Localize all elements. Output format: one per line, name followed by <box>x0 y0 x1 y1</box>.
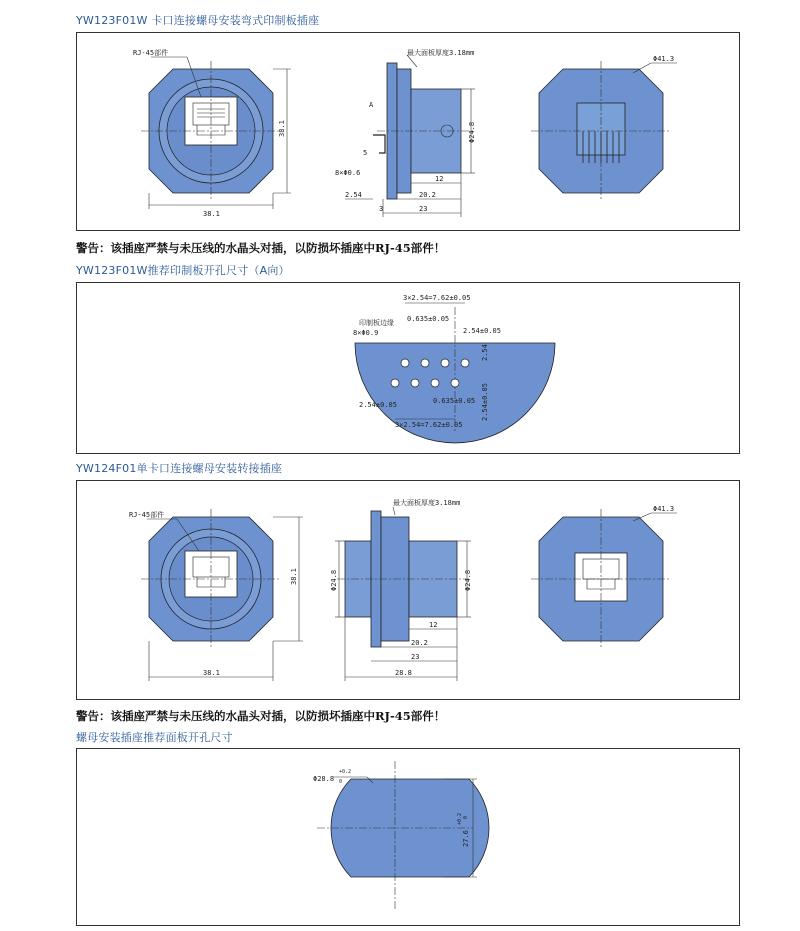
top-pitch-label: 3×2.54=7.62±0.05 <box>403 294 471 302</box>
dim-27-6: 27.6 <box>462 830 470 847</box>
pcb-edge-label: 印制板边缘 <box>359 319 394 327</box>
dim-27-6-tol-up: +0.2 <box>457 812 463 825</box>
bottom-pitch-label: 3×2.54=7.62±0.05 <box>395 421 463 429</box>
dim-5: 5 <box>363 149 368 157</box>
dim-12: 12 <box>435 175 444 183</box>
section-title-1: YW123F01W 卡口连接螺母安装弯式印制板插座 <box>76 14 320 27</box>
front-view <box>133 48 291 218</box>
pins-label: 8×Φ0.6 <box>335 169 361 177</box>
section-title-2: YW123F01W推荐印制板开孔尺寸（A向） <box>76 264 290 277</box>
dim-24-8: Φ24.8 <box>468 121 476 143</box>
rj45-label-3: RJ-45部件 <box>129 511 165 519</box>
dim-41-3: Φ41.3 <box>653 55 675 63</box>
dim-24-8-right: Φ24.8 <box>464 569 472 591</box>
panel-thickness-label: 最大面板厚度3.18mm <box>407 49 475 57</box>
drawing-frame-4 <box>76 748 740 926</box>
offset-254-left: 2.54±0.05 <box>359 401 397 409</box>
dim-38-1-width-3: 38.1 <box>203 669 220 677</box>
panel-cutout <box>331 779 489 877</box>
dim-27-6-tol-low: 0 <box>463 815 469 819</box>
section-title-3: YW124F01单卡口连接螺母安装转接插座 <box>76 462 283 475</box>
rear-view-3 <box>531 505 677 649</box>
dim-20-2-3: 20.2 <box>411 639 428 647</box>
section-title-4: 螺母安装插座推荐面板开孔尺寸 <box>76 731 233 744</box>
dim-20-2: 20.2 <box>419 191 436 199</box>
offset-0635-bottom: 0.635±0.05 <box>433 397 476 405</box>
dim-24-8-left: Φ24.8 <box>330 569 338 591</box>
dim-38-1-height-3: 38.1 <box>290 568 298 585</box>
drawing-2 <box>77 283 739 453</box>
warning-2: 警告：该插座严禁与未压线的水晶头对插，以防损坏插座中RJ-45部件！ <box>76 709 446 723</box>
side-view-3 <box>330 498 472 681</box>
panel-thickness-label-3: 最大面板厚度3.18mm <box>393 499 461 507</box>
rj45-label: RJ-45部件 <box>133 49 169 57</box>
dim-23-3: 23 <box>411 653 420 661</box>
drawing-frame-2 <box>76 282 740 454</box>
drawing-4 <box>77 749 739 925</box>
drawing-frame-3 <box>76 480 740 700</box>
offset-0635-top: 0.635±0.05 <box>407 315 450 323</box>
dim-41-3-3: Φ41.3 <box>653 505 675 513</box>
dim-2-54: 2.54 <box>345 191 362 199</box>
drawing-1 <box>77 33 739 230</box>
offset-254-top: 2.54±0.05 <box>463 327 501 335</box>
view-a-mark: A <box>369 101 374 109</box>
dim-38-1-height: 38.1 <box>278 120 286 137</box>
vertical-254: 2.54 <box>481 344 489 361</box>
dim-12-3: 12 <box>429 621 438 629</box>
dim-38-1-width: 38.1 <box>203 210 220 218</box>
holes-label: 8×Φ0.9 <box>353 329 379 337</box>
dim-28-8-tol-low: 0 <box>339 779 343 785</box>
dim-28-8-cutout: Φ28.8 <box>313 775 335 783</box>
front-view-3 <box>129 509 303 681</box>
rear-view <box>531 55 677 201</box>
side-view <box>335 48 476 217</box>
dim-3: 3 <box>379 205 384 213</box>
dim-28-8: 28.8 <box>395 669 412 677</box>
drawing-3 <box>77 481 739 699</box>
dim-28-8-tol-up: +0.2 <box>339 769 352 775</box>
drawing-frame-1 <box>76 32 740 231</box>
warning-1: 警告：该插座严禁与未压线的水晶头对插，以防损坏插座中RJ-45部件！ <box>76 241 446 255</box>
dim-23: 23 <box>419 205 428 213</box>
vertical-254-right: 2.54±0.05 <box>481 383 489 421</box>
